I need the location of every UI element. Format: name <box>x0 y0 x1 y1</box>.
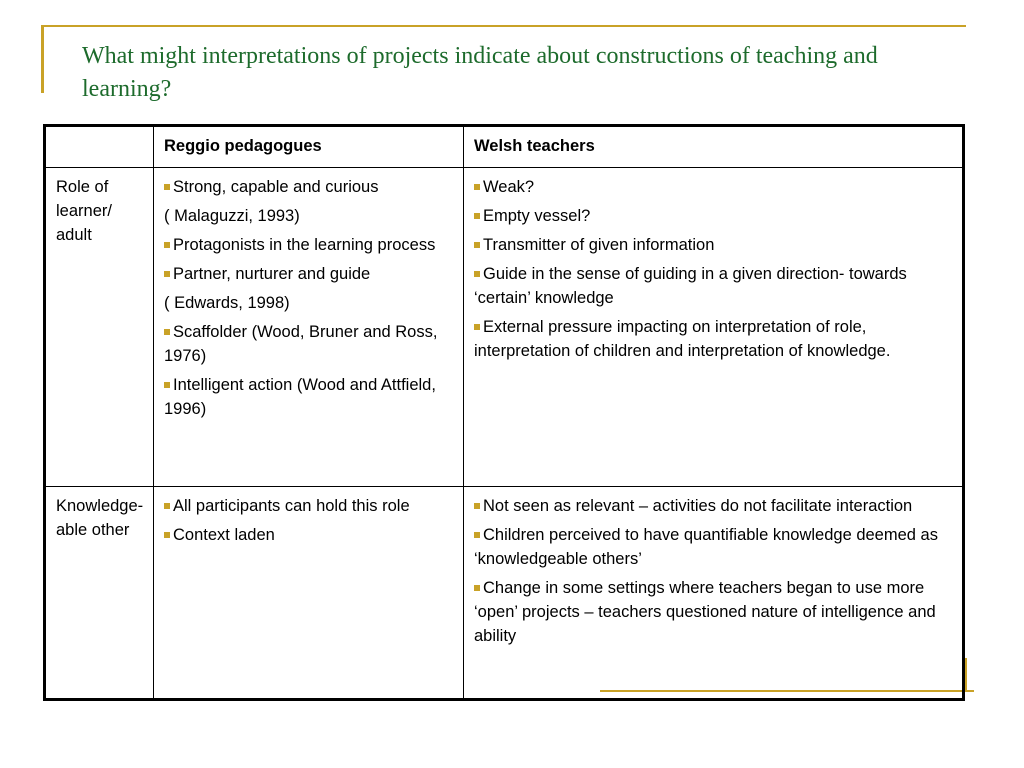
list-item: External pressure impacting on interpretation of role, interpretation of children and interpretation of knowledge. <box>474 318 891 360</box>
square-bullet-icon <box>164 532 170 538</box>
square-bullet-icon <box>474 184 480 190</box>
square-bullet-icon <box>474 585 480 591</box>
cell-reggio-knowledgeable-other <box>154 487 464 700</box>
slide-title: What might interpretations of projects indicate about constructions of teaching and learning? <box>82 43 878 102</box>
square-bullet-icon <box>474 532 480 538</box>
cell-welsh-role <box>464 168 964 487</box>
list-item: Context laden <box>164 523 453 547</box>
list-item: Children perceived to have quantifiable knowledge deemed as ‘knowledgeable others’ <box>474 526 938 568</box>
row-label-role: Role of learner/ adult <box>45 168 154 487</box>
list-item: ( Malaguzzi, 1993) <box>164 207 300 225</box>
list-item: Guide in the sense of guiding in a given direction- towards ‘certain’ knowledge <box>474 265 907 307</box>
square-bullet-icon <box>164 382 170 388</box>
square-bullet-icon <box>164 503 170 509</box>
square-bullet-icon <box>164 242 170 248</box>
square-bullet-icon <box>474 324 480 330</box>
list-item: Protagonists in the learning process <box>164 233 453 257</box>
square-bullet-icon <box>164 271 170 277</box>
header-reggio: Reggio pedagogues <box>154 126 464 168</box>
square-bullet-icon <box>164 184 170 190</box>
comparison-table <box>43 124 965 701</box>
header-welsh: Welsh teachers <box>464 126 964 168</box>
square-bullet-icon <box>474 242 480 248</box>
square-bullet-icon <box>474 271 480 277</box>
list-item: Strong, capable and curious <box>164 175 453 199</box>
list-item: Partner, nurturer and guide <box>164 262 453 286</box>
table-row <box>45 168 964 487</box>
list-item: Scaffolder (Wood, Bruner and Ross, 1976) <box>164 323 438 365</box>
list-item: Empty vessel? <box>474 204 952 228</box>
list-item: Change in some settings where teachers began to use more ‘open’ projects – teachers questioned nature of intelligence and ability <box>474 579 936 645</box>
header-empty <box>45 126 154 168</box>
square-bullet-icon <box>474 503 480 509</box>
square-bullet-icon <box>474 213 480 219</box>
table-row <box>45 487 964 700</box>
list-item: All participants can hold this role <box>164 494 453 518</box>
list-item: ( Edwards, 1998) <box>164 294 290 312</box>
cell-welsh-knowledgeable-other <box>464 487 964 700</box>
accent-rule-left <box>41 25 44 93</box>
list-item: Weak? <box>474 175 952 199</box>
row-label-knowledgeable-other: Knowledge-able other <box>45 487 154 700</box>
list-item: Not seen as relevant – activities do not facilitate interaction <box>474 494 952 518</box>
square-bullet-icon <box>164 329 170 335</box>
list-item: Transmitter of given information <box>474 233 952 257</box>
cell-reggio-role <box>154 168 464 487</box>
table-header-row <box>45 126 964 168</box>
accent-rule-top <box>41 25 966 27</box>
list-item: Intelligent action (Wood and Attfield, 1996) <box>164 376 436 418</box>
